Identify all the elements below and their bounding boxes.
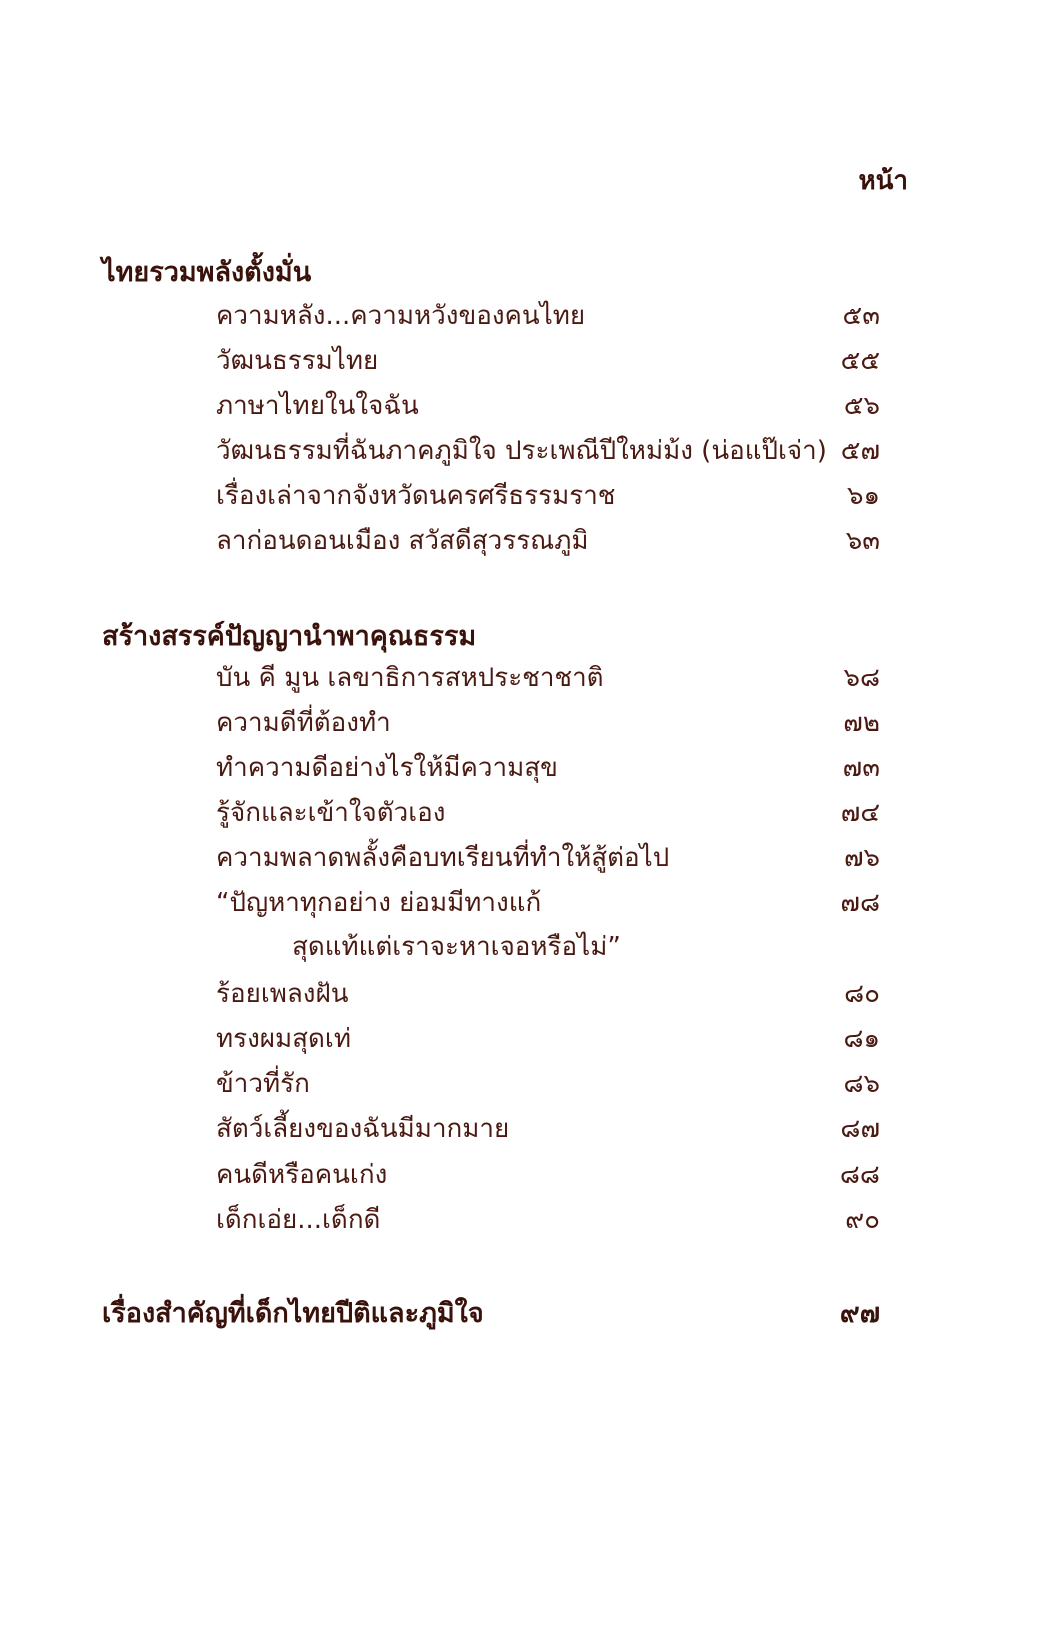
final-entry-page-number: ๙๗ [839, 1298, 880, 1329]
toc-entry [216, 433, 880, 469]
entry-page-number: ๘๘ [839, 1160, 880, 1190]
page-column-label: หน้า [858, 166, 908, 196]
entry-title: เรื่องเล่าจากจังหวัดนครศรีธรรมราช [216, 481, 616, 511]
entry-title: สัตว์เลี้ยงของฉันมีมากมาย [216, 1114, 510, 1144]
entry-page-number: ๕๖ [843, 391, 880, 421]
toc-entry [216, 478, 880, 514]
entry-page-number: ๕๕ [840, 346, 880, 376]
toc-entry [216, 795, 880, 831]
entry-title: ความหลัง...ความหวังของคนไทย [216, 301, 586, 331]
entry-page-number: ๗๖ [843, 843, 880, 873]
entry-title: วัฒนธรรมไทย [216, 346, 379, 376]
toc-entry [216, 1021, 880, 1057]
entry-page-number: ๘๐ [844, 979, 880, 1009]
entry-page-number: ๖๘ [843, 663, 880, 693]
entry-page-number: ๗๔ [840, 798, 880, 828]
toc-entry [216, 660, 880, 696]
toc-entry [216, 750, 880, 786]
entry-title: ทรงผมสุดเท่ [216, 1024, 351, 1054]
section-heading: สร้างสรรค์ปัญญานำพาคุณธรรม [102, 621, 477, 652]
entry-page-number: ๕๓ [842, 301, 880, 331]
entry-title: รู้จักและเข้าใจตัวเอง [216, 798, 446, 828]
entry-title: ความดีที่ต้องทำ [216, 708, 391, 738]
entry-title-continuation: สุดแท้แต่เราจะหาเจอหรือไม่” [292, 932, 621, 962]
entry-title: ทำความดีอย่างไรให้มีความสุข [216, 753, 558, 783]
entry-page-number: ๕๗ [840, 436, 880, 466]
toc-entry [216, 388, 880, 424]
entry-title: ร้อยเพลงฝัน [216, 979, 349, 1009]
toc-entry [216, 976, 880, 1012]
entry-title: เด็กเอ่ย...เด็กดี [216, 1205, 381, 1235]
toc-entry [216, 840, 880, 876]
entry-page-number: ๖๓ [845, 526, 880, 556]
entry-page-number: ๗๒ [843, 708, 880, 738]
entry-page-number: ๘๗ [840, 1114, 880, 1144]
entry-title: ลาก่อนดอนเมือง สวัสดีสุวรรณภูมิ [216, 526, 589, 556]
toc-entry [216, 1157, 880, 1193]
section-heading: ไทยรวมพลังตั้งมั่น [102, 257, 312, 288]
final-entry-title: เรื่องสำคัญที่เด็กไทยปีติและภูมิใจ [102, 1298, 484, 1329]
entry-page-number: ๗๘ [840, 888, 880, 918]
entry-page-number: ๗๓ [842, 753, 880, 783]
entry-page-number: ๖๑ [846, 481, 880, 511]
toc-entry [216, 1202, 880, 1238]
toc-entry [216, 1111, 880, 1147]
entry-page-number: ๘๑ [843, 1024, 880, 1054]
toc-entry [216, 343, 880, 379]
entry-title: “ปัญหาทุกอย่าง ย่อมมีทางแก้ [216, 888, 542, 918]
entry-title: คนดีหรือคนเก่ง [216, 1160, 388, 1190]
entry-title: ข้าวที่รัก [216, 1069, 310, 1099]
entry-page-number: ๙๐ [845, 1205, 880, 1235]
entry-title: ภาษาไทยในใจฉัน [216, 391, 419, 421]
toc-entry [216, 523, 880, 559]
entry-page-number: ๘๖ [843, 1069, 880, 1099]
toc-entry [216, 298, 880, 334]
toc-entry [216, 705, 880, 741]
entry-title: วัฒนธรรมที่ฉันภาคภูมิใจ ประเพณีปีใหม่ม้ง (น่อแป๊เจ่า) [216, 436, 827, 466]
toc-final-entry [102, 1294, 880, 1334]
entry-title: บัน คี มูน เลขาธิการสหประชาชาติ [216, 663, 604, 693]
entry-title: ความพลาดพลั้งคือบทเรียนที่ทำให้สู้ต่อไป [216, 843, 670, 873]
toc-entry [216, 1066, 880, 1102]
toc-entry [216, 885, 880, 962]
